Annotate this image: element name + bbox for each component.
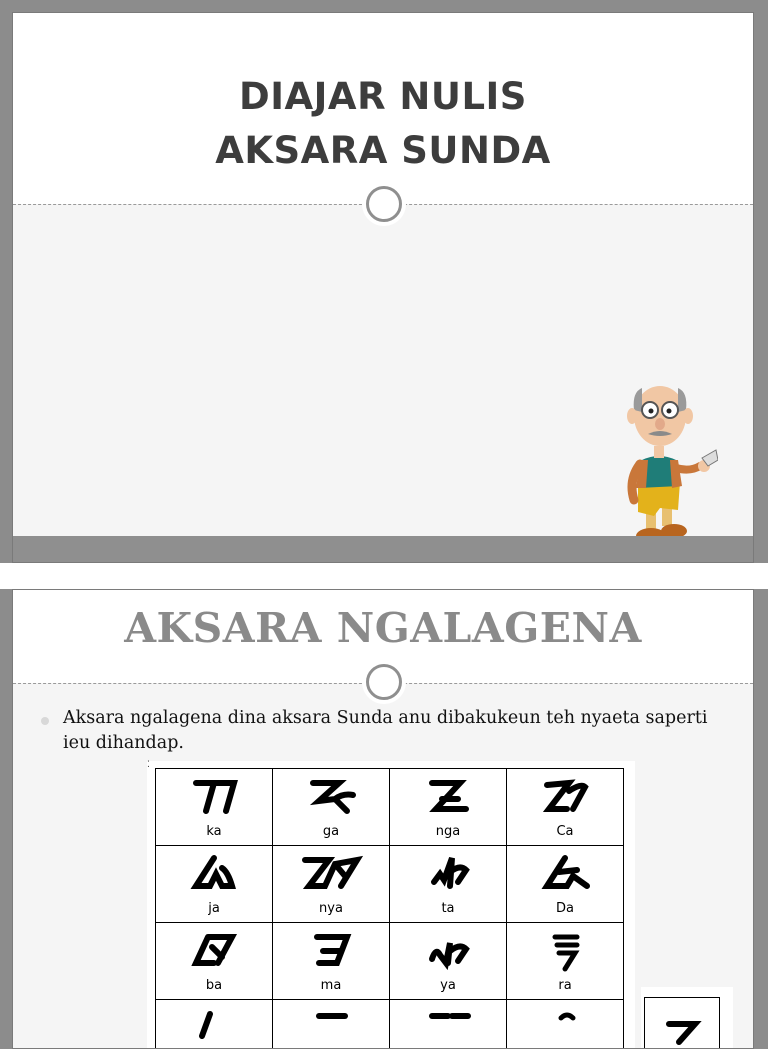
table-cell: [507, 769, 624, 846]
table-cell: [507, 1000, 624, 1049]
sunda-glyph-nga-icon: [390, 769, 506, 823]
sunda-glyph-partial-icon: [156, 1000, 272, 1049]
table-row: [156, 846, 624, 923]
title-line-1: DIAJAR NULIS: [13, 70, 753, 124]
table-cell: [273, 846, 390, 923]
aksara-ngalagena-slide[interactable]: [12, 589, 754, 1049]
divider-ring-icon: [366, 186, 402, 222]
sunda-glyph-ca-icon: [507, 769, 623, 823]
title-slide[interactable]: [12, 12, 754, 563]
table-cell: [156, 1000, 273, 1049]
table-cell: [156, 923, 273, 1000]
table-cell: [390, 923, 507, 1000]
figure-hair-left: [634, 388, 642, 412]
glyph-label: nya: [273, 902, 389, 916]
figure-hair-right: [678, 388, 686, 412]
glyph-label: ya: [390, 979, 506, 993]
glyph-label: ma: [273, 979, 389, 993]
table-cell: [507, 923, 624, 1000]
glyph-label: ra: [507, 979, 623, 993]
table-cell: [273, 923, 390, 1000]
table-cell: [390, 769, 507, 846]
table-cell: [273, 1000, 390, 1049]
glyph-label: ka: [156, 825, 272, 839]
figure-nose: [655, 418, 665, 430]
sunda-glyph-nya-icon: [273, 846, 389, 900]
aksara-table: [155, 768, 624, 1049]
slide-title: AKSARA NGALAGENA: [13, 604, 753, 652]
table-row: [156, 1000, 624, 1049]
glyph-label: Da: [507, 902, 623, 916]
figure-ear-left: [627, 408, 637, 424]
figure-pupil-right: [667, 409, 672, 414]
sunda-glyph-ta-icon: [390, 846, 506, 900]
secondary-glyph-box: [644, 997, 720, 1049]
sunda-glyph-ga-icon: [273, 769, 389, 823]
aksara-table-image: [147, 761, 635, 1049]
sunda-glyph-ra-icon: [507, 923, 623, 977]
sunda-glyph-partial-icon: [390, 1000, 506, 1049]
title-line-2: AKSARA SUNDA: [13, 124, 753, 178]
table-cell: [273, 769, 390, 846]
table-row: [156, 923, 624, 1000]
bullet-icon: [41, 717, 49, 725]
table-row: [156, 769, 624, 846]
sunda-glyph-partial-icon: [273, 1000, 389, 1049]
table-cell: [390, 846, 507, 923]
glyph-label: ba: [156, 979, 272, 993]
image-anchor-icon: ⁚: [147, 761, 150, 770]
glyph-label: nga: [390, 825, 506, 839]
slide-bottom-bar: [13, 536, 753, 562]
table-cell: [507, 846, 624, 923]
table-cell: [390, 1000, 507, 1049]
divider-ring-icon: [366, 664, 402, 700]
sunda-glyph-ja-icon: [156, 846, 272, 900]
sunda-glyph-ya-icon: [390, 923, 506, 977]
figure-ear-right: [683, 408, 693, 424]
bullet-text: Aksara ngalagena dina aksara Sunda anu dibakukeun teh nyaeta saperti ieu dihandap.: [63, 706, 723, 756]
glyph-label: Ca: [507, 825, 623, 839]
sunda-glyph-partial-icon: [507, 1000, 623, 1049]
sunda-glyph-ba-icon: [156, 923, 272, 977]
old-man-cartoon-figure: [618, 376, 718, 548]
glyph-label: ta: [390, 902, 506, 916]
glyph-label: ja: [156, 902, 272, 916]
sunda-glyph-ma-icon: [273, 923, 389, 977]
glyph-label: ga: [273, 825, 389, 839]
sunda-glyph-da-icon: [507, 846, 623, 900]
figure-arm-right: [676, 466, 700, 470]
secondary-glyph-image: [641, 987, 733, 1049]
slide-gap: [0, 563, 768, 589]
figure-neck: [654, 446, 664, 458]
table-cell: [156, 846, 273, 923]
table-cell: [156, 769, 273, 846]
sunda-glyph-ka-icon: [156, 769, 272, 823]
figure-pupil-left: [649, 409, 654, 414]
